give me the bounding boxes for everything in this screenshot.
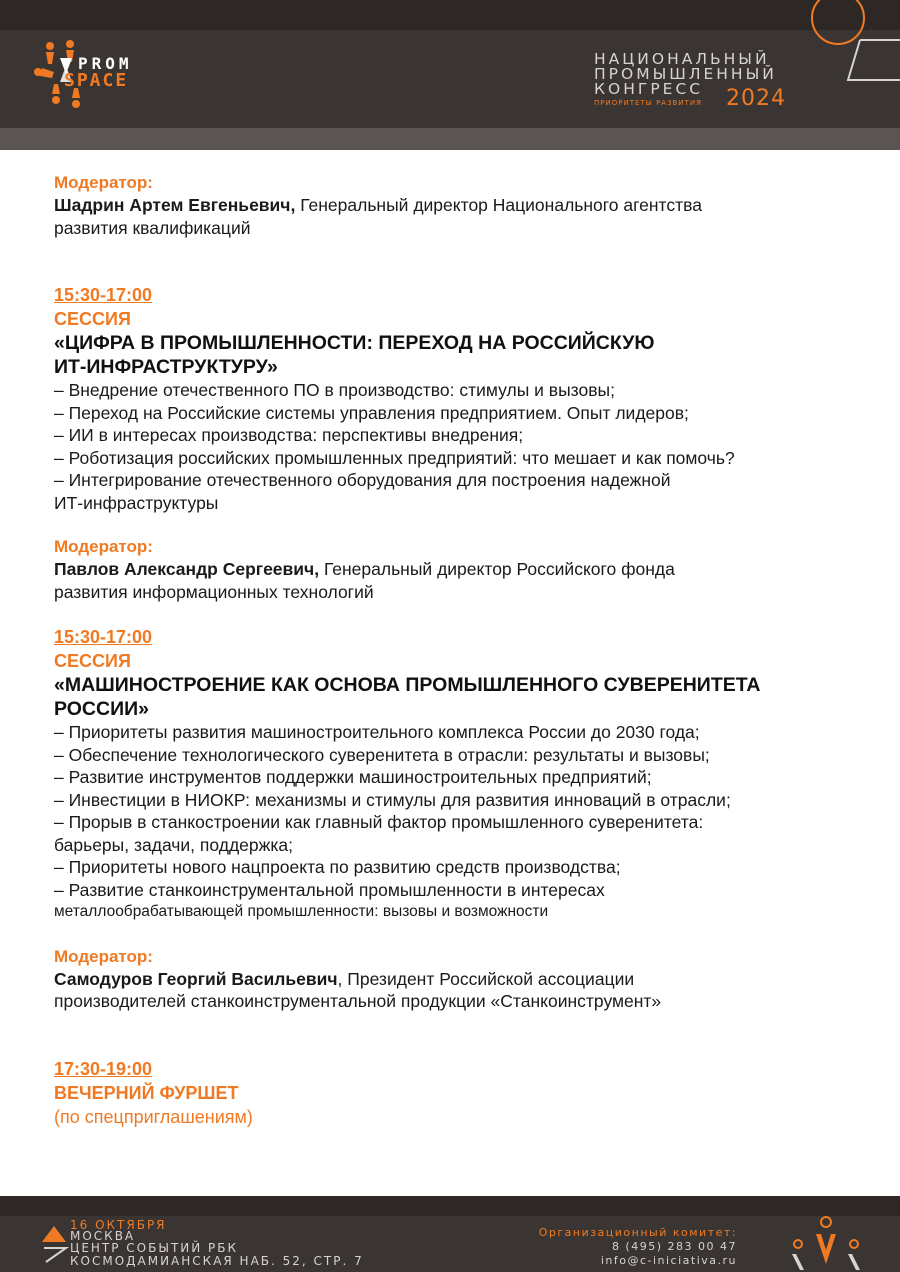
- page-footer: [0, 1196, 900, 1272]
- event-address: КОСМОДАМИАНСКАЯ НАБ. 52, СТР. 7: [70, 1254, 364, 1268]
- session-item: – Приоритеты нового нацпроекта по развитию средств производства;: [54, 857, 621, 877]
- session-item: – Прорыв в станкостроении как главный фактор промышленного суверенитета:: [54, 812, 704, 832]
- moderator-label: Модератор:: [54, 537, 153, 556]
- org-label: Организационный комитет:: [538, 1226, 737, 1239]
- session-time: 15:30-17:00: [54, 285, 153, 305]
- session-item: – Роботизация российских промышленных предприятий: что мешает и как помочь?: [54, 447, 735, 468]
- org-email[interactable]: info@c-iniciativa.ru: [600, 1254, 737, 1267]
- evening-time: 17:30-19:00: [54, 1058, 153, 1079]
- logo-prom-text: PROM: [78, 54, 133, 73]
- session-label: СЕССИЯ: [54, 309, 131, 329]
- moderator-role-line: развития информационных технологий: [54, 581, 374, 602]
- event-city: МОСКВА: [70, 1229, 136, 1243]
- session-item: барьеры, задачи, поддержка;: [54, 834, 293, 855]
- session-item: ИТ-инфраструктуры: [54, 492, 219, 513]
- session-title-cont: РОССИИ»: [54, 698, 149, 720]
- org-phone[interactable]: 8 (495) 283 00 47: [611, 1240, 737, 1253]
- session-item: – Переход на Российские системы управления предприятием. Опыт лидеров;: [54, 402, 689, 423]
- congress-subtitle: ПРИОРИТЕТЫ РАЗВИТИЯ: [594, 99, 702, 107]
- session-item: – ИИ в интересах производства: перспективы внедрения;: [54, 425, 524, 445]
- session-time: 15:30-17:00: [54, 627, 153, 647]
- header-bottom-strip: [0, 128, 900, 150]
- congress-line-2: ПРОМЫШЛЕННЫЙ: [594, 65, 777, 83]
- logo-space-text: SPACE: [64, 70, 129, 91]
- session-title-cont: ИТ-ИНФРАСТРУКТУРУ»: [54, 356, 278, 378]
- moderator-role: Генеральный директор Национального агентства: [295, 195, 702, 215]
- org-contacts: [507, 1226, 737, 1268]
- moderator-role: Генеральный директор Российского фонда: [319, 559, 675, 579]
- page-header: [0, 0, 900, 150]
- session-item: – Инвестиции в НИОКР: механизмы и стимулы для развития инноваций в отрасли;: [54, 789, 731, 810]
- session-item: – Приоритеты развития машиностроительного комплекса России до 2030 года;: [54, 722, 700, 742]
- moderator-name: Самодуров Георгий Васильевич: [54, 968, 338, 989]
- event-venue: ЦЕНТР СОБЫТИЙ РБК: [70, 1241, 239, 1255]
- evening-note: (по спецприглашениям): [54, 1106, 253, 1127]
- evening-title: ВЕЧЕРНИЙ ФУРШЕТ: [54, 1082, 239, 1103]
- program-content: [54, 172, 844, 1129]
- congress-line-3: КОНГРЕСС: [594, 80, 704, 98]
- session-label: СЕССИЯ: [54, 651, 131, 671]
- session-item: – Внедрение отечественного ПО в производство: стимулы и вызовы;: [54, 380, 615, 400]
- footer-strip: [0, 1196, 900, 1216]
- moderator-role-line: производителей станкоинструментальной продукции «Станкоинструмент»: [54, 991, 662, 1011]
- congress-branding: [594, 50, 824, 111]
- session-title: «ЦИФРА В ПРОМЫШЛЕННОСТИ: ПЕРЕХОД НА РОССИЙСКУЮ: [54, 332, 655, 354]
- session-item: – Развитие станкоинструментальной промышленности в интересах: [54, 879, 605, 900]
- session-item: – Интегрирование отечественного оборудования для построения надежной: [54, 470, 671, 490]
- decorative-shape-icon: [800, 0, 900, 150]
- session-item: – Развитие инструментов поддержки машиностроительных предприятий;: [54, 767, 652, 787]
- session-item: металлообрабатывающей промышленности: вызовы и возможности: [54, 903, 549, 920]
- moderator-label: Модератор:: [54, 946, 153, 966]
- event-date: 16 ОКТЯБРЯ: [70, 1218, 167, 1232]
- moderator-info: [54, 968, 844, 991]
- header-top-strip: [0, 0, 900, 30]
- moderator-name: Шадрин Артем Евгеньевич,: [54, 195, 296, 215]
- promspace-footer-logo-icon: [786, 1214, 866, 1272]
- moderator-role: , Президент Российской ассоциации: [337, 968, 635, 989]
- event-location: [70, 1220, 364, 1268]
- moderator-info: [54, 558, 844, 581]
- moderator-label: Модератор:: [54, 173, 153, 192]
- session-item: – Обеспечение технологического суверенитета в отрасли: результаты и вызовы;: [54, 744, 710, 765]
- congress-year: 2024: [726, 86, 786, 111]
- congress-line-1: НАЦИОНАЛЬНЫЙ: [594, 50, 770, 68]
- moderator-info: [54, 194, 844, 217]
- session-title: «МАШИНОСТРОЕНИЕ КАК ОСНОВА ПРОМЫШЛЕННОГО СУВЕРЕНИТЕТА: [54, 674, 761, 696]
- moderator-name: Павлов Александр Сергеевич,: [54, 559, 320, 579]
- venue-arrow-icon: [40, 1222, 70, 1264]
- moderator-role-line: развития квалификаций: [54, 217, 251, 238]
